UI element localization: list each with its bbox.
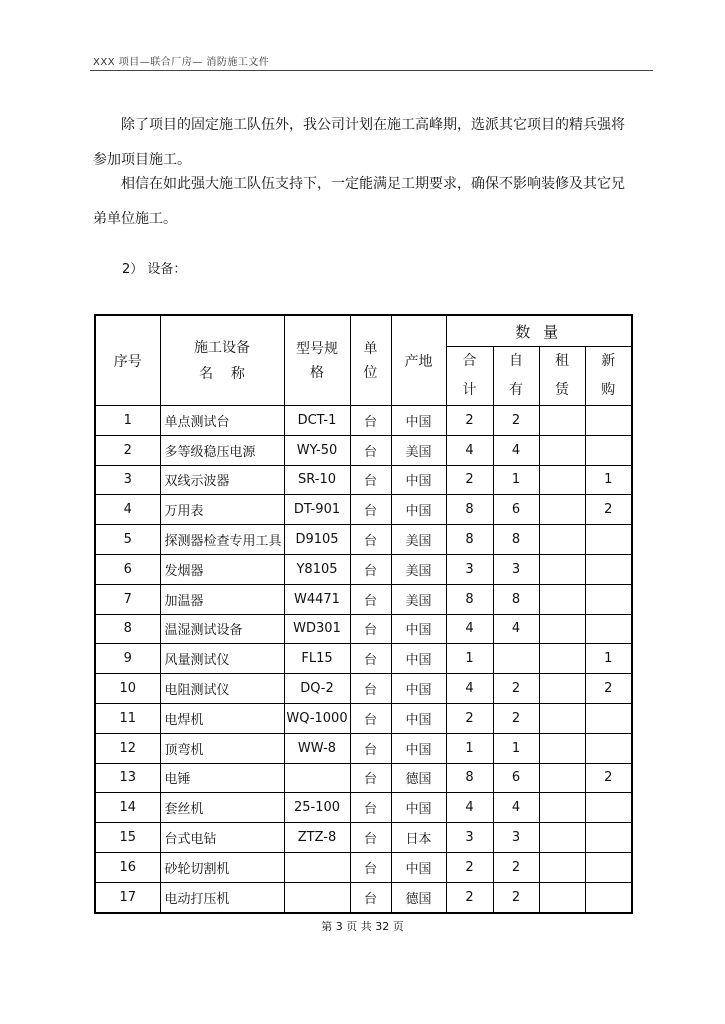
cell-own — [493, 644, 539, 674]
header-rent: 租赁 — [539, 347, 585, 406]
paragraph-2-text: 相信在如此强大施工队伍支持下，一定能满足工期要求，确保不影响装修及其它兄弟单位施工。 — [93, 176, 625, 227]
cell-unit: 台 — [350, 703, 391, 733]
cell-new: 2 — [585, 763, 632, 793]
cell-own: 2 — [493, 703, 539, 733]
cell-unit: 台 — [350, 852, 391, 882]
cell-origin: 美国 — [391, 554, 446, 584]
cell-rent — [539, 823, 585, 853]
cell-name: 砂轮切割机 — [160, 852, 284, 882]
cell-model: WY-50 — [284, 435, 350, 465]
cell-model: D9105 — [284, 525, 350, 555]
header-total: 合计 — [446, 347, 493, 406]
cell-seq: 7 — [95, 584, 160, 614]
cell-origin: 美国 — [391, 435, 446, 465]
cell-total: 2 — [446, 465, 493, 495]
cell-name: 风量测试仪 — [160, 644, 284, 674]
cell-total: 4 — [446, 614, 493, 644]
cell-new — [585, 703, 632, 733]
cell-own: 4 — [493, 614, 539, 644]
table-row — [95, 495, 632, 525]
cell-unit: 台 — [350, 525, 391, 555]
cell-model: SR-10 — [284, 465, 350, 495]
cell-total: 3 — [446, 554, 493, 584]
paragraph-1-text: 除了项目的固定施工队伍外，我公司计划在施工高峰期，选派其它项目的精兵强将参加项目施工。 — [93, 117, 625, 168]
cell-own: 3 — [493, 554, 539, 584]
cell-origin: 中国 — [391, 703, 446, 733]
table-row — [95, 465, 632, 495]
table-row — [95, 733, 632, 763]
cell-seq: 2 — [95, 435, 160, 465]
table-row — [95, 435, 632, 465]
cell-new — [585, 406, 632, 436]
cell-model: 25-100 — [284, 793, 350, 823]
cell-new — [585, 435, 632, 465]
cell-rent — [539, 763, 585, 793]
header-equipment — [160, 315, 284, 406]
cell-model: W4471 — [284, 584, 350, 614]
cell-model — [284, 763, 350, 793]
cell-origin: 中国 — [391, 674, 446, 704]
cell-unit: 台 — [350, 674, 391, 704]
cell-new — [585, 554, 632, 584]
table-row — [95, 554, 632, 584]
cell-model: WD301 — [284, 614, 350, 644]
table-row — [95, 703, 632, 733]
cell-total: 2 — [446, 703, 493, 733]
paragraph-2 — [93, 167, 633, 237]
cell-total: 2 — [446, 852, 493, 882]
cell-total: 3 — [446, 823, 493, 853]
cell-rent — [539, 495, 585, 525]
cell-seq: 1 — [95, 406, 160, 436]
cell-model: DQ-2 — [284, 674, 350, 704]
cell-total: 1 — [446, 644, 493, 674]
table-row — [95, 406, 632, 436]
cell-rent — [539, 465, 585, 495]
cell-name: 探测器检查专用工具 — [160, 525, 284, 555]
cell-name: 电动打压机 — [160, 882, 284, 912]
cell-origin: 中国 — [391, 465, 446, 495]
cell-own: 4 — [493, 435, 539, 465]
cell-name: 多等级稳压电源 — [160, 435, 284, 465]
table-row — [95, 614, 632, 644]
cell-own: 2 — [493, 882, 539, 912]
cell-origin: 中国 — [391, 495, 446, 525]
table-row — [95, 525, 632, 555]
header-own: 自有 — [493, 347, 539, 406]
cell-own: 6 — [493, 763, 539, 793]
cell-model: ZTZ-8 — [284, 823, 350, 853]
cell-new — [585, 614, 632, 644]
header-quantity: 数 量 — [446, 315, 632, 347]
cell-model — [284, 852, 350, 882]
table-row — [95, 823, 632, 853]
cell-seq: 4 — [95, 495, 160, 525]
cell-new — [585, 733, 632, 763]
table-row — [95, 793, 632, 823]
table-row — [95, 584, 632, 614]
header-origin: 产地 — [391, 315, 446, 406]
cell-rent — [539, 614, 585, 644]
cell-unit: 台 — [350, 465, 391, 495]
cell-rent — [539, 644, 585, 674]
cell-new — [585, 852, 632, 882]
cell-new — [585, 584, 632, 614]
cell-model: WW-8 — [284, 733, 350, 763]
cell-own: 1 — [493, 465, 539, 495]
cell-origin: 中国 — [391, 793, 446, 823]
table-row — [95, 763, 632, 793]
cell-rent — [539, 674, 585, 704]
cell-own: 2 — [493, 674, 539, 704]
equipment-table — [94, 314, 633, 914]
cell-total: 8 — [446, 763, 493, 793]
cell-origin: 美国 — [391, 584, 446, 614]
cell-name: 加温器 — [160, 584, 284, 614]
cell-unit: 台 — [350, 882, 391, 912]
cell-own: 2 — [493, 852, 539, 882]
header-equipment-line1: 施工设备 — [194, 339, 250, 356]
cell-new — [585, 525, 632, 555]
cell-model: DT-901 — [284, 495, 350, 525]
cell-name: 顶弯机 — [160, 733, 284, 763]
cell-unit: 台 — [350, 823, 391, 853]
cell-origin: 德国 — [391, 882, 446, 912]
cell-new: 1 — [585, 644, 632, 674]
cell-total: 2 — [446, 406, 493, 436]
cell-seq: 10 — [95, 674, 160, 704]
table-row — [95, 674, 632, 704]
cell-new: 1 — [585, 465, 632, 495]
cell-rent — [539, 406, 585, 436]
cell-seq: 17 — [95, 882, 160, 912]
cell-name: 套丝机 — [160, 793, 284, 823]
cell-origin: 美国 — [391, 525, 446, 555]
header-unit: 单位 — [350, 315, 391, 406]
page-footer: 第 3 页 共 32 页 — [321, 920, 404, 933]
cell-name: 台式电钻 — [160, 823, 284, 853]
cell-unit: 台 — [350, 406, 391, 436]
cell-rent — [539, 733, 585, 763]
cell-own: 3 — [493, 823, 539, 853]
cell-name: 发烟器 — [160, 554, 284, 584]
cell-seq: 12 — [95, 733, 160, 763]
cell-new — [585, 793, 632, 823]
cell-name: 电阻测试仪 — [160, 674, 284, 704]
header-divider — [90, 70, 653, 71]
header-new: 新购 — [585, 347, 632, 406]
cell-total: 4 — [446, 793, 493, 823]
cell-origin: 中国 — [391, 852, 446, 882]
cell-model: Y8105 — [284, 554, 350, 584]
cell-own: 4 — [493, 793, 539, 823]
cell-name: 电锤 — [160, 763, 284, 793]
cell-seq: 9 — [95, 644, 160, 674]
section-label: 2） 设备： — [122, 262, 187, 277]
cell-name: 万用表 — [160, 495, 284, 525]
cell-seq: 8 — [95, 614, 160, 644]
cell-model: WQ-1000 — [284, 703, 350, 733]
header-equipment-line2: 名 称 — [199, 365, 245, 382]
cell-unit: 台 — [350, 763, 391, 793]
header-seq: 序号 — [95, 315, 160, 406]
cell-unit: 台 — [350, 793, 391, 823]
cell-origin: 中国 — [391, 644, 446, 674]
cell-rent — [539, 852, 585, 882]
cell-seq: 5 — [95, 525, 160, 555]
cell-model: DCT-1 — [284, 406, 350, 436]
cell-new — [585, 882, 632, 912]
cell-unit: 台 — [350, 584, 391, 614]
cell-rent — [539, 525, 585, 555]
cell-unit: 台 — [350, 435, 391, 465]
cell-total: 4 — [446, 674, 493, 704]
cell-seq: 15 — [95, 823, 160, 853]
cell-rent — [539, 882, 585, 912]
table-row — [95, 852, 632, 882]
cell-seq: 3 — [95, 465, 160, 495]
cell-origin: 中国 — [391, 614, 446, 644]
cell-new: 2 — [585, 495, 632, 525]
cell-model — [284, 882, 350, 912]
cell-name: 双线示波器 — [160, 465, 284, 495]
cell-own: 1 — [493, 733, 539, 763]
page-header: XXX 项目—联合厂房— 消防施工文件 — [93, 57, 270, 68]
cell-origin: 中国 — [391, 406, 446, 436]
cell-unit: 台 — [350, 495, 391, 525]
cell-rent — [539, 793, 585, 823]
cell-total: 4 — [446, 435, 493, 465]
cell-rent — [539, 584, 585, 614]
cell-origin: 中国 — [391, 733, 446, 763]
cell-own: 2 — [493, 406, 539, 436]
cell-own: 6 — [493, 495, 539, 525]
cell-name: 单点测试台 — [160, 406, 284, 436]
cell-total: 2 — [446, 882, 493, 912]
header-model: 型号规格 — [284, 315, 350, 406]
cell-unit: 台 — [350, 614, 391, 644]
cell-seq: 6 — [95, 554, 160, 584]
cell-origin: 日本 — [391, 823, 446, 853]
cell-name: 电焊机 — [160, 703, 284, 733]
table-row — [95, 882, 632, 912]
cell-name: 温湿测试设备 — [160, 614, 284, 644]
cell-seq: 14 — [95, 793, 160, 823]
cell-unit: 台 — [350, 733, 391, 763]
cell-origin: 德国 — [391, 763, 446, 793]
cell-rent — [539, 435, 585, 465]
cell-rent — [539, 703, 585, 733]
cell-total: 8 — [446, 525, 493, 555]
cell-total: 1 — [446, 733, 493, 763]
cell-model: FL15 — [284, 644, 350, 674]
cell-total: 8 — [446, 495, 493, 525]
table-row — [95, 644, 632, 674]
cell-unit: 台 — [350, 644, 391, 674]
cell-new: 2 — [585, 674, 632, 704]
cell-own: 8 — [493, 584, 539, 614]
cell-rent — [539, 554, 585, 584]
cell-seq: 13 — [95, 763, 160, 793]
cell-unit: 台 — [350, 554, 391, 584]
cell-total: 8 — [446, 584, 493, 614]
cell-seq: 16 — [95, 852, 160, 882]
cell-own: 8 — [493, 525, 539, 555]
cell-seq: 11 — [95, 703, 160, 733]
cell-new — [585, 823, 632, 853]
